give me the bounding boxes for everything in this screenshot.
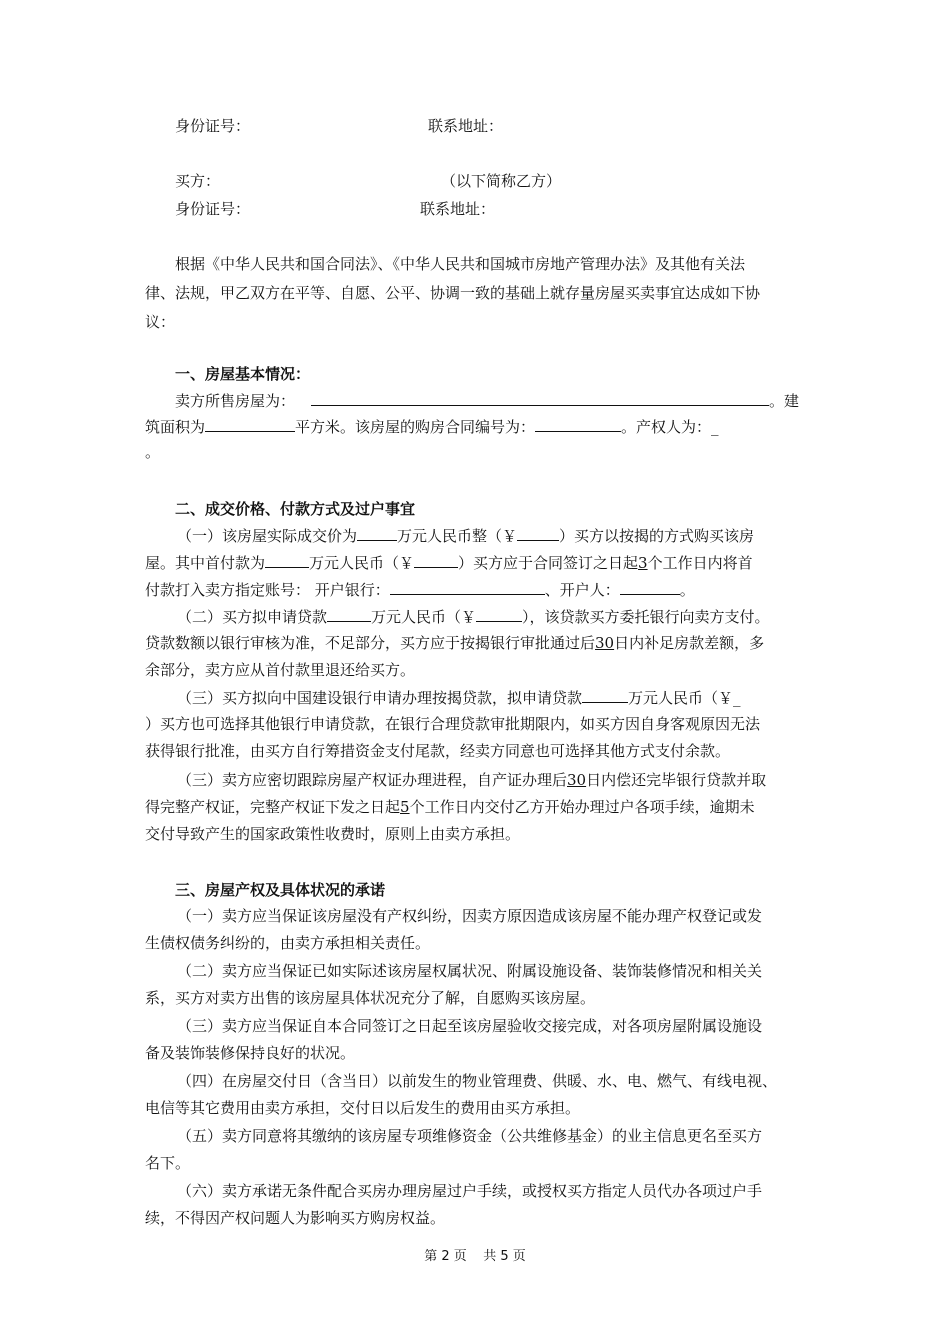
text: 。 [679,581,695,599]
text: ），该贷款买方委托银行向卖方支付。 [522,608,770,626]
s2-p4-line-2 [145,797,810,817]
text: （二）买方拟申请贷款 [177,608,328,626]
down-payment-blank [265,552,309,568]
s2-p2-line-3: 余部分，卖方应从首付款里退还给买方。 [145,661,416,679]
s3-p2-line-1: （二）卖方应当保证已如实际述该房屋权属状况、附属设施设备、装饰装修情况和相关关 [177,962,763,980]
text: ）买方以按揭的方式购买该房 [559,527,755,545]
s2-p4-line-3: 交付导致产生的国家政策性收费时，原则上由卖方承担。 [145,825,521,843]
s2-p2-line-1 [145,606,842,627]
text: 得完整产权证，完整产权证下发之日起 [145,798,401,816]
s3-p4-line-1: （四）在房屋交付日（含当日）以前发生的物业管理费、供暖、水、电、燃气、有线电视、 [177,1072,778,1090]
text: 日内偿还完毕银行贷款并取 [586,771,767,789]
buyer-label: 买方： [175,172,221,190]
s2-p1-line-3 [145,579,810,600]
property-blank [311,390,769,406]
text: （一）该房屋实际成交价为 [177,527,358,545]
property-label: 卖方所售房屋为： [175,392,296,410]
section-1-line-2 [145,416,810,437]
s2-p3-line-3: 获得银行批准，由买方自行筹措资金支付尾款，经卖方同意也可选择其他方式支付余款。 [145,742,731,760]
text: 个工作日内交付乙方开始办理过户各项手续，逾期未 [409,798,755,816]
s2-p3-line-2: ）买方也可选择其他银行申请贷款，在银行合理贷款审批期限内，如买方因自身客观原因无法 [145,715,761,733]
price-num-blank [517,525,559,541]
property-tail: 。建 [769,392,800,410]
owner-label: 。产权人为：_ [621,418,719,436]
s3-p6-line-2: 续，不得因产权问题人为影响买方购房权益。 [145,1209,446,1227]
s3-p6-line-1: （六）卖方承诺无条件配合买房办理房屋过户手续，或授权买方指定人员代办各项过户手 [177,1182,763,1200]
intro-line-2: 律、法规，甲乙双方在平等、自愿、公平、协调一致的基础上就存量房屋买卖事宜达成如下协 [145,284,761,302]
text: 日内补足房款差额，多 [614,634,765,652]
text: 付款打入卖方指定账号： 开户银行： [145,581,390,599]
page-footer [0,1248,950,1266]
seller-id-label: 身份证号： [175,117,251,135]
s2-p4-line-1 [145,770,842,790]
seller-address-label: 联系地址： [428,117,504,135]
section-1-line-1 [145,390,840,411]
text: ）买方应于合同签订之日起 [458,554,639,572]
page-total: 共 5 页 [483,1249,526,1264]
section-1-line-3: 。 [145,443,161,461]
section-2-title: 二、成交价格、付款方式及过户事宜 [175,500,416,518]
ccb-loan-blank [582,687,628,703]
s2-p1-line-2 [145,552,810,573]
s3-p3-line-1: （三）卖方应当保证自本合同签订之日起至该房屋验收交接完成，对各项房屋附属设施设 [177,1017,763,1035]
contract-no-label: 平方米。该房屋的购房合同编号为： [295,418,536,436]
down-payment-num-blank [414,552,458,568]
text: 、开户人： [544,581,620,599]
s3-p5-line-2: 名下。 [145,1154,191,1172]
text: （三）卖方应密切跟踪房屋产权证办理进程，自产证办理后 [177,771,568,789]
contract-no-blank [535,416,621,432]
text: 万元人民币（￥ [309,554,415,572]
s3-p1-line-1: （一）卖方应当保证该房屋没有产权纠纷，因卖方原因造成该房屋不能办理产权登记或发 [177,907,763,925]
s3-p2-line-2: 系，买方对卖方出售的该房屋具体状况充分了解，自愿购买该房屋。 [145,989,596,1007]
s3-p5-line-1: （五）卖方同意将其缴纳的该房屋专项维修资金（公共维修基金）的业主信息更名至买方 [177,1127,763,1145]
area-blank [205,416,295,432]
area-label: 筑面积为 [145,418,206,436]
s3-p4-line-2: 电信等其它费用由卖方承担，交付日以后发生的费用由买方承担。 [145,1099,581,1117]
account-holder-blank [620,579,680,595]
page-number: 第 2 页 [424,1249,467,1264]
text: 个工作日内将首 [647,554,753,572]
price-blank [357,525,397,541]
buyer-short-name: （以下简称乙方） [441,172,562,190]
intro-line-3: 议： [145,313,176,331]
s3-p3-line-2: 备及装饰装修保持良好的状况。 [145,1044,356,1062]
s3-p1-line-2: 生债权债务纠纷的，由卖方承担相关责任。 [145,934,431,952]
days-value: 30 [595,634,615,652]
buyer-address-label: 联系地址： [420,200,496,218]
days-value: 30 [567,771,587,789]
text: 万元人民币整（￥ [397,527,518,545]
days-value: 5 [400,798,410,816]
text: （三）买方拟向中国建设银行申请办理按揭贷款，拟申请贷款 [177,689,583,707]
section-3-title: 三、房屋产权及具体状况的承诺 [175,881,386,899]
bank-blank [390,579,545,595]
s2-p3-line-1 [145,687,842,708]
text: 贷款数额以银行审核为准，不足部分，买方应于按揭银行审批通过后 [145,634,596,652]
loan-blank [327,606,371,622]
text: 万元人民币（￥_ [628,689,741,707]
s2-p2-line-2 [145,633,810,653]
s2-p1-line-1 [145,525,842,546]
loan-num-blank [476,606,522,622]
text: 屋。其中首付款为 [145,554,266,572]
days-value: 3 [638,554,648,572]
intro-line-1: 根据《中华人民共和国合同法》、《中华人民共和国城市房地产管理办法》及其他有关法 [175,255,746,273]
section-1-title: 一、房屋基本情况： [175,365,311,383]
buyer-id-label: 身份证号： [175,200,251,218]
text: 万元人民币（￥ [371,608,477,626]
